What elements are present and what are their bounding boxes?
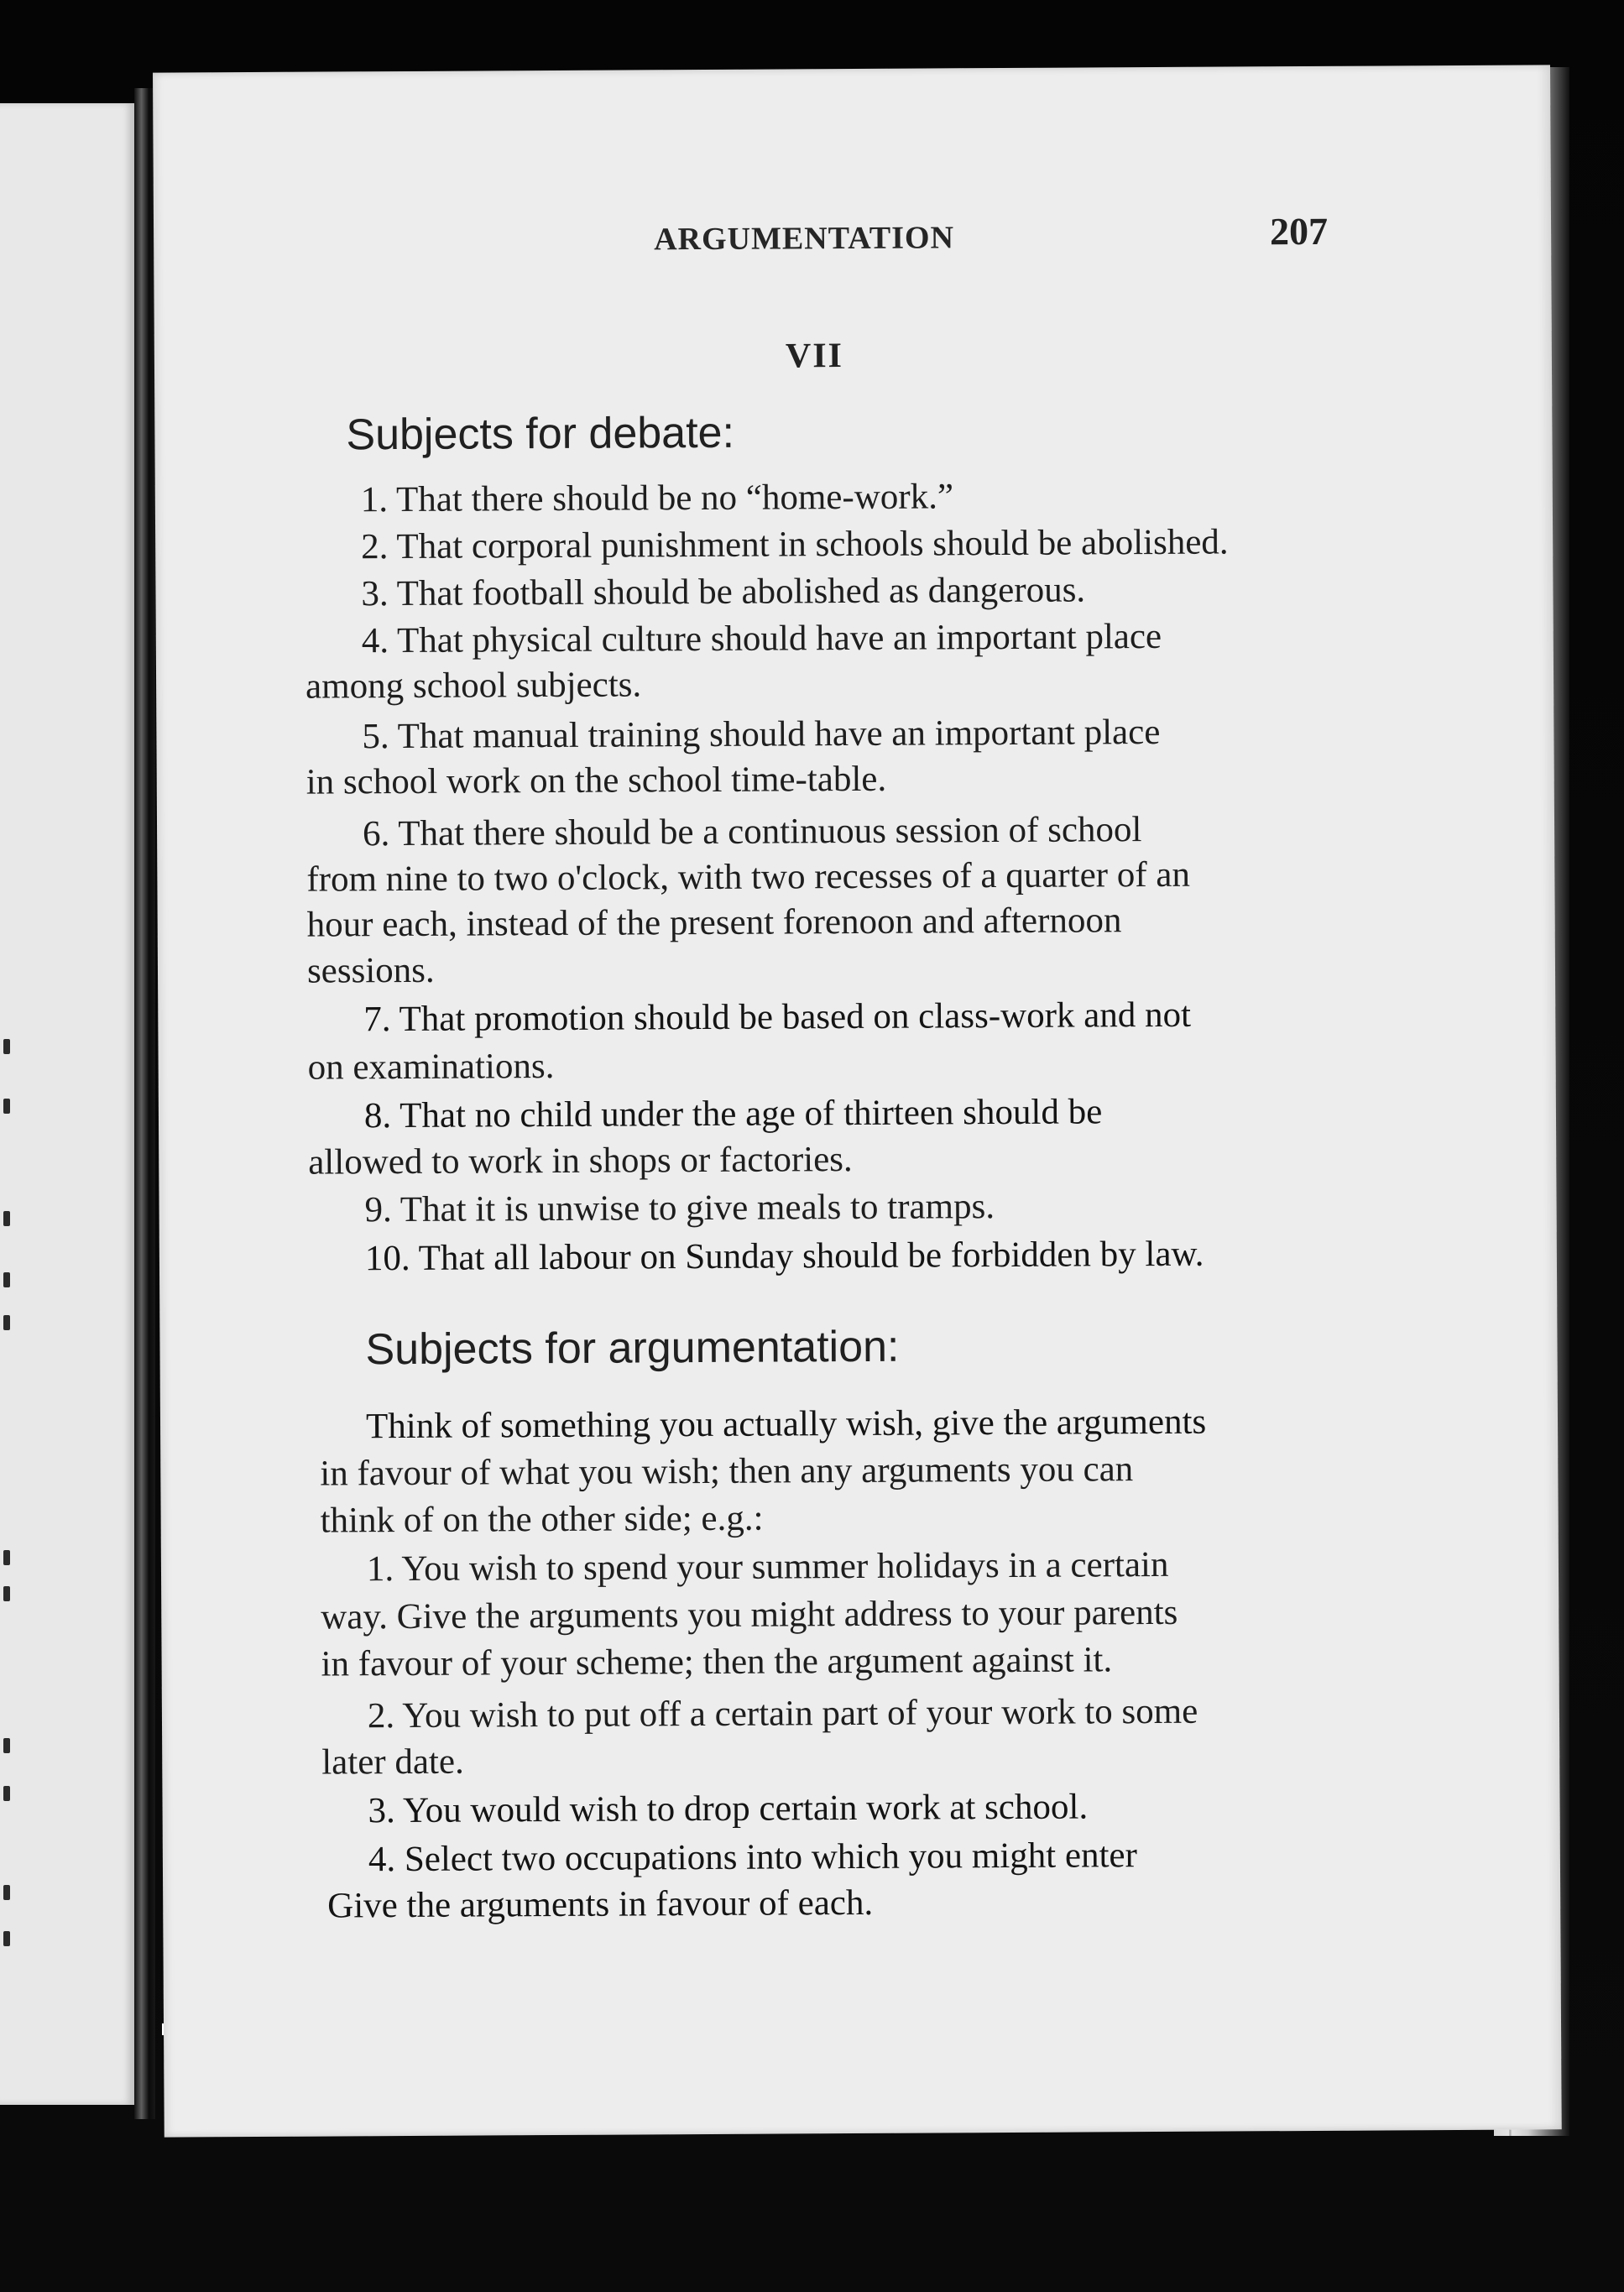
debate-heading: Subjects for debate: <box>346 408 735 460</box>
left-page-text-fragment <box>3 1315 10 1330</box>
left-page-text-fragment <box>3 1211 10 1226</box>
page-number: 207 <box>1269 209 1329 253</box>
left-page-text-fragment <box>3 1550 10 1565</box>
running-title: ARGUMENTATION <box>654 220 955 258</box>
debate-line: 10. That all labour on Sunday should be forbidden by law. <box>364 1234 1204 1279</box>
debate-line: among school subjects. <box>305 665 642 707</box>
argumentation-line: Think of something you actually wish, give the arguments <box>365 1402 1207 1447</box>
left-page-text-fragment <box>3 1931 10 1946</box>
debate-line: 8. That no child under the age of thirteen should be <box>363 1092 1103 1136</box>
left-page-text-fragment <box>3 1586 10 1601</box>
book-binding <box>134 88 155 2119</box>
argumentation-heading: Subjects for argumentation: <box>365 1322 900 1375</box>
argumentation-line: Give the arguments in favour of each. <box>327 1882 874 1926</box>
argumentation-line: think of on the other side; e.g.: <box>320 1498 764 1541</box>
top-scan-shadow <box>0 0 1624 67</box>
debate-line: sessions. <box>306 950 435 991</box>
argumentation-line: way. Give the arguments you might address to your parents <box>321 1592 1178 1637</box>
argumentation-line: 1. You wish to spend your summer holidays in a certain <box>366 1544 1169 1590</box>
debate-line: 1. That there should be no “home-work.” <box>360 477 954 520</box>
left-page-text-fragment <box>3 1738 10 1753</box>
debate-line: 5. That manual training should have an important place <box>362 712 1161 757</box>
left-page-text-fragment <box>3 1885 10 1900</box>
debate-line: hour each, instead of the present forenoon and afternoon <box>306 901 1122 945</box>
debate-line: 3. That football should be abolished as dangerous. <box>361 570 1086 614</box>
left-page-text-fragment <box>3 1786 10 1801</box>
debate-line: on examinations. <box>307 1046 555 1088</box>
argumentation-line: later date. <box>321 1741 464 1783</box>
debate-line: allowed to work in shops or factories. <box>308 1140 853 1183</box>
left-page-text-fragment <box>3 1272 10 1287</box>
book-page <box>153 65 1562 2137</box>
left-page-text-fragment <box>3 1099 10 1114</box>
debate-line: 9. That it is unwise to give meals to tramps. <box>364 1187 995 1230</box>
debate-line: 6. That there should be a continuous session of school <box>362 810 1142 854</box>
debate-line: in school work on the school time-table. <box>305 759 887 802</box>
left-facing-page <box>0 103 135 2105</box>
argumentation-line: 3. You would wish to drop certain work at school. <box>368 1787 1089 1831</box>
debate-line: 7. That promotion should be based on class-work and not <box>363 995 1192 1040</box>
debate-line: 4. That physical culture should have an important place <box>361 616 1162 661</box>
argumentation-line: in favour of your scheme; then the argument against it. <box>321 1640 1113 1684</box>
debate-line: 2. That corporal punishment in schools should be abolished. <box>361 522 1229 567</box>
argumentation-line: in favour of what you wish; then any arguments you can <box>320 1449 1134 1494</box>
argumentation-line: 2. You wish to put off a certain part of your work to some <box>367 1691 1198 1736</box>
left-page-text-fragment <box>3 1039 10 1054</box>
section-number: VII <box>785 337 844 376</box>
argumentation-line: 4. Select two occupations into which you might enter <box>368 1835 1137 1880</box>
debate-line: from nine to two o'clock, with two recesses of a quarter of an <box>306 854 1191 900</box>
